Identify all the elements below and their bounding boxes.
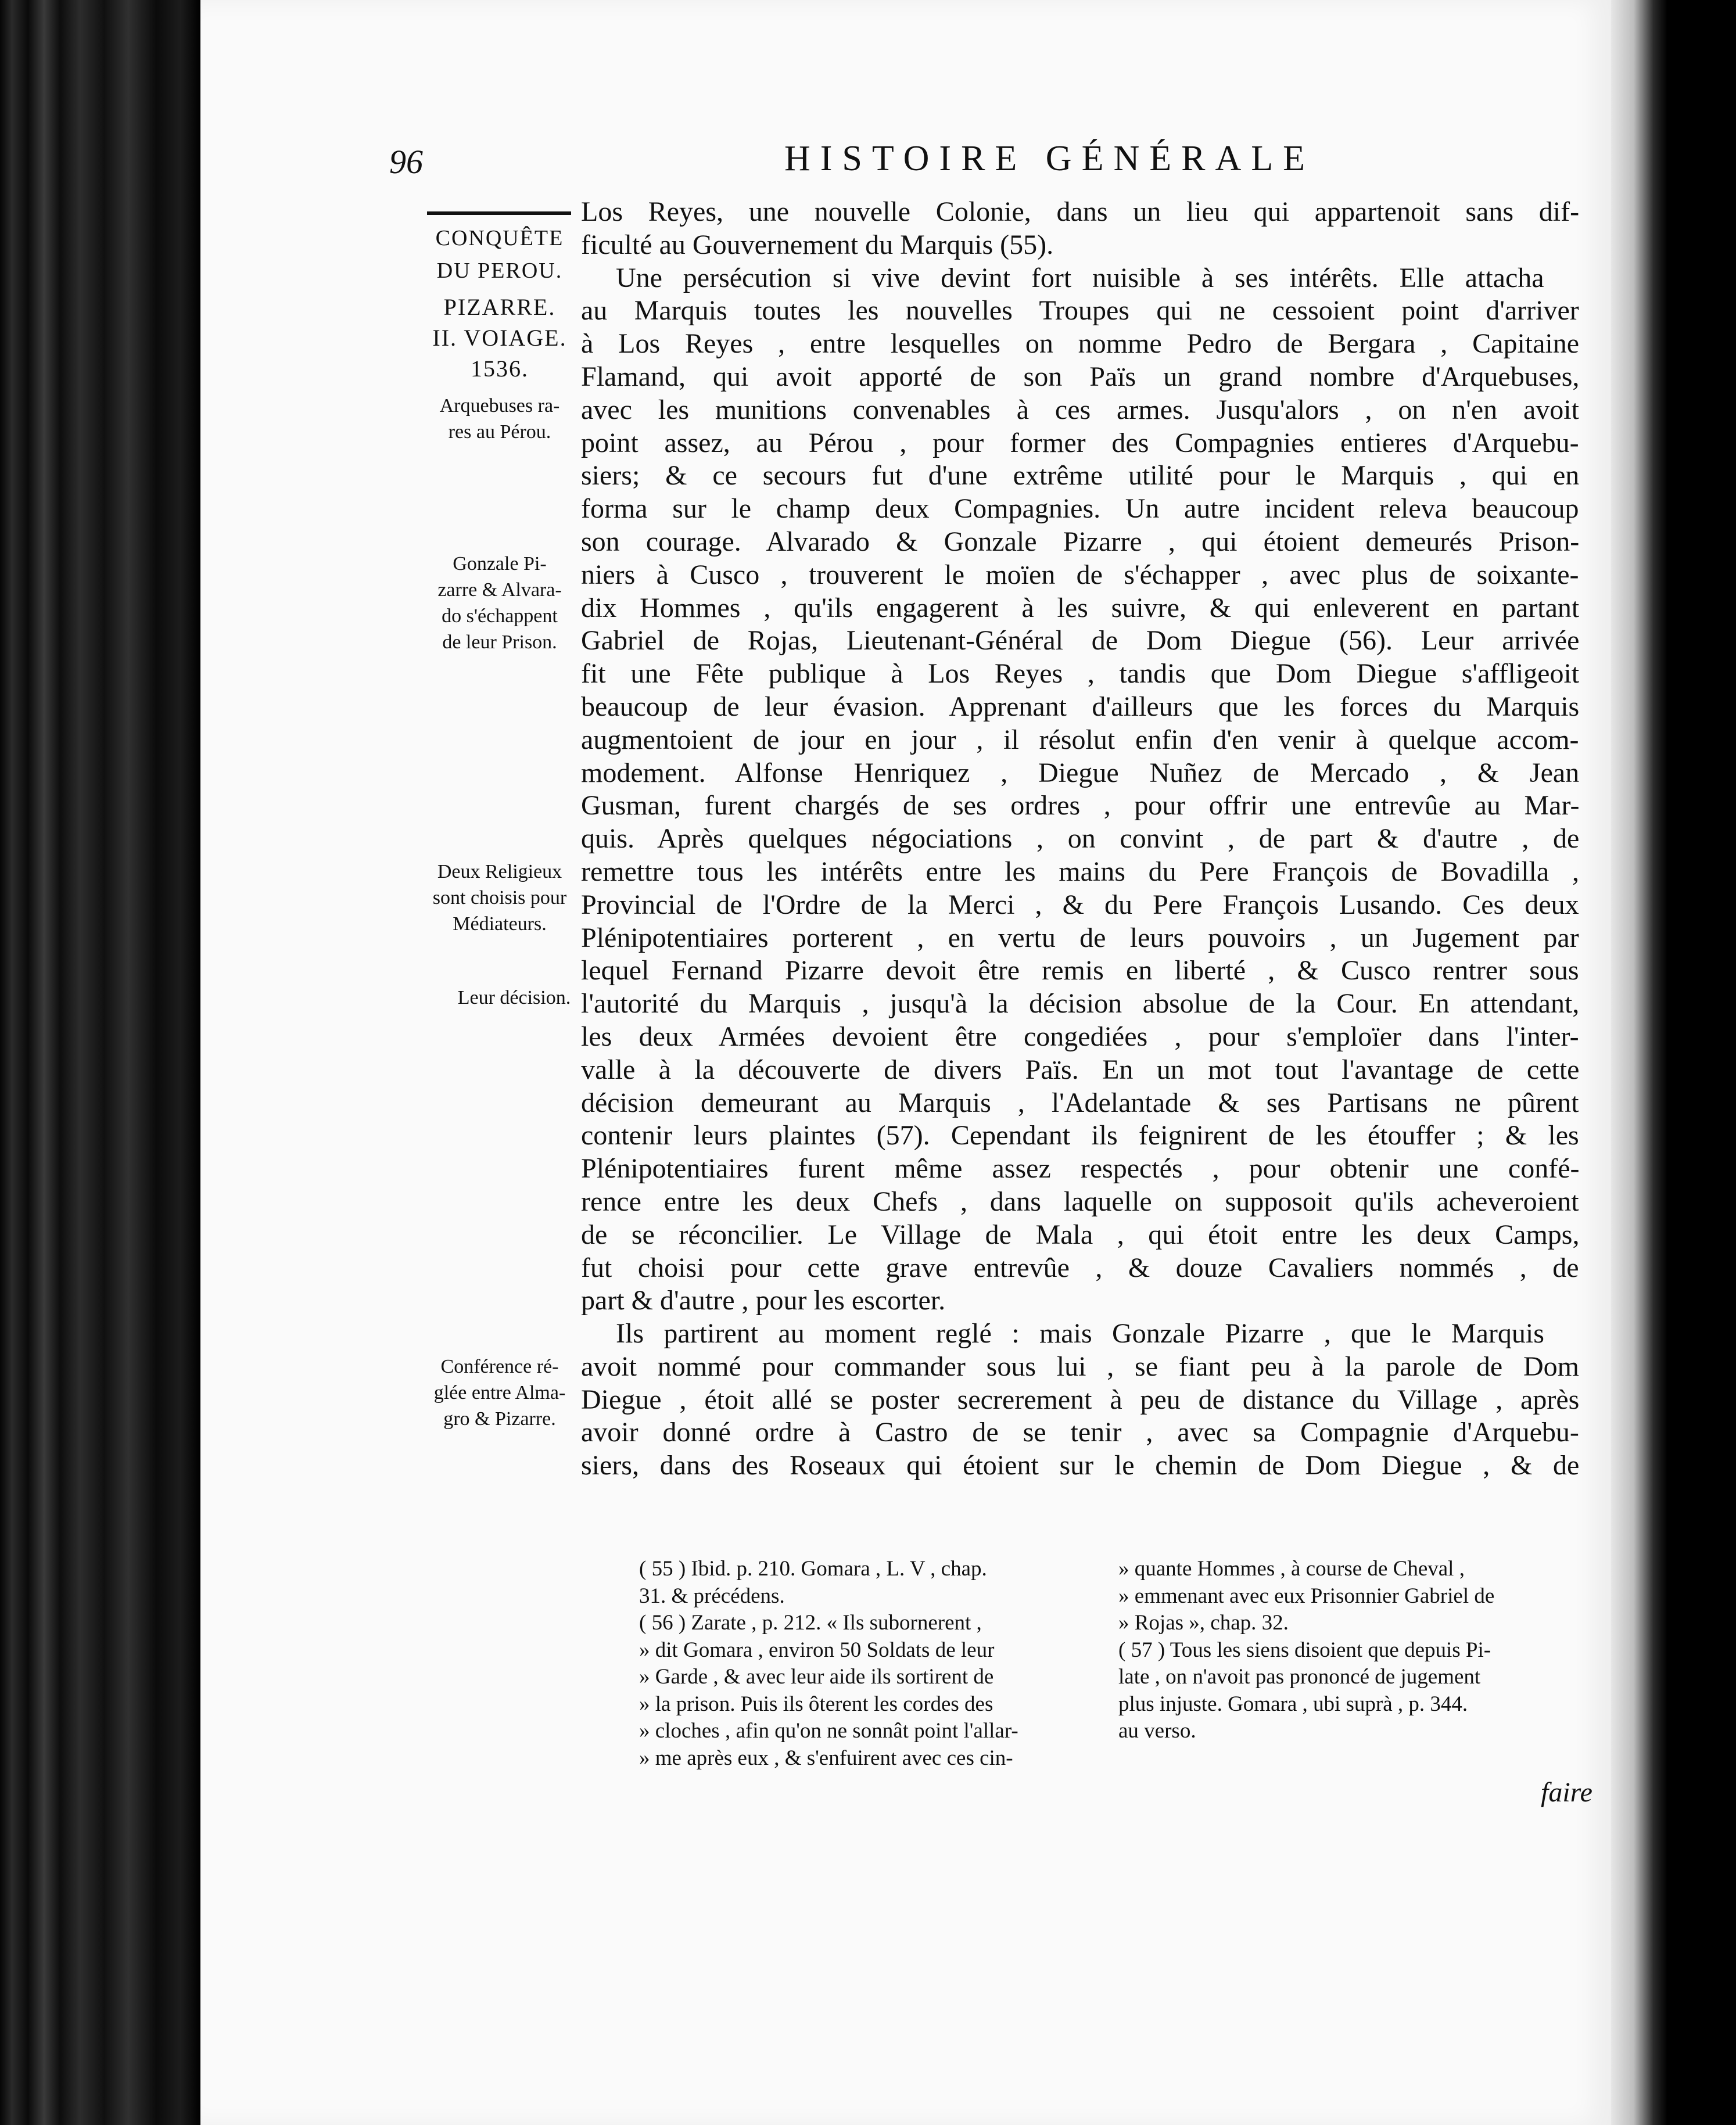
catchword: faire [1541, 1777, 1592, 1808]
body-line: avoit nommé pour commander sous lui , se fiant peu à la parole de Dom [581, 1351, 1579, 1382]
margin-note-voyage [415, 292, 584, 384]
body-line: Gusman, furent chargés de ses ordres , pour offrir une entrevûe au Mar- [581, 790, 1579, 821]
footnotes-right-column [1118, 1556, 1583, 1745]
body-line: au Marquis toutes les nouvelles Troupes qui ne cessoient point d'arriver [581, 295, 1579, 326]
footnote-line: plus injuste. Gomara , ubi suprà , p. 344. [1118, 1692, 1468, 1716]
margin-note-line: res au Pérou. [448, 421, 551, 443]
margin-note-line: do s'échappent [442, 605, 558, 627]
body-line: Provincial de l'Ordre de la Merci , & du Pere François Lusando. Ces deux [581, 889, 1579, 920]
body-line: siers, dans des Roseaux qui étoient sur le chemin de Dom Diegue , & de [581, 1450, 1579, 1481]
body-line: valle à la découverte de divers Païs. En un mot tout l'avantage de cette [581, 1054, 1579, 1085]
body-line: contenir leurs plaintes (57). Cependant ils feignirent de les étouffer ; & les [581, 1120, 1579, 1151]
body-line: Flamand, qui avoit apporté de son Païs un grand nombre d'Arquebuses, [581, 361, 1579, 392]
footnotes-left-column [639, 1556, 1104, 1772]
body-line: Los Reyes, une nouvelle Colonie, dans un lieu qui appartenoit sans dif- [581, 196, 1579, 227]
margin-note-line: zarre & Alvara- [437, 579, 562, 601]
margin-note-line: Gonzale Pi- [453, 553, 547, 575]
footnote-line: late , on n'avoit pas prononcé de jugement [1118, 1665, 1481, 1689]
body-line: Plénipotentiaires porterent , en vertu de leurs pouvoirs , un Jugement par [581, 922, 1579, 953]
body-line: Une persécution si vive devint fort nuisible à ses intérêts. Elle attacha [616, 262, 1544, 293]
margin-note-line: glée entre Alma- [433, 1382, 566, 1403]
margin-note-mediators [415, 859, 584, 937]
margin-note-line: Conférence ré- [440, 1356, 559, 1377]
footnote-line: » dit Gomara , environ 50 Soldats de leur [639, 1638, 995, 1662]
footnote-line: au verso. [1118, 1719, 1196, 1743]
body-line: Diegue , étoit allé se poster secrerement à peu de distance du Village , après [581, 1384, 1579, 1415]
footnote-line: » la prison. Puis ils ôterent les cordes des [639, 1692, 993, 1716]
body-line: ficulté au Gouvernement du Marquis (55). [581, 229, 1054, 260]
margin-note-section-title [415, 222, 584, 287]
body-line: Gabriel de Rojas, Lieutenant-Général de Dom Diegue (56). Leur arrivée [581, 625, 1579, 656]
body-line: avec les munitions convenables à ces armes. Jusqu'alors , on n'en avoit [581, 394, 1579, 425]
footnote-line: » Rojas », chap. 32. [1118, 1611, 1289, 1635]
margin-note-line: Médiateurs. [453, 913, 547, 935]
body-line: point assez, au Pérou , pour former des Compagnies entieres d'Arquebu- [581, 427, 1579, 458]
body-line: avoir donné ordre à Castro de se tenir , avec sa Compagnie d'Arquebu- [581, 1417, 1579, 1448]
footnote-line: ( 56 ) Zarate , p. 212. « Ils subornerent , [639, 1611, 982, 1635]
body-line: rence entre les deux Chefs , dans laquelle on supposoit qu'ils acheveroient [581, 1186, 1579, 1217]
body-line: fut choisi pour cette grave entrevûe , & douze Cavaliers nommés , de [581, 1252, 1579, 1283]
body-text [581, 196, 1579, 1483]
page-number: 96 [389, 143, 423, 181]
body-line: les deux Armées devoient être congediées , pour s'emploïer dans l'inter- [581, 1021, 1579, 1052]
body-line: lequel Fernand Pizarre devoit être remis en liberté , & Cusco rentrer sous [581, 955, 1579, 986]
running-title: HISTOIRE GÉNÉRALE [784, 139, 1315, 178]
footnote-line: » quante Hommes , à course de Cheval , [1118, 1557, 1465, 1581]
margin-note-line: 1536. [471, 356, 529, 382]
body-line: à Los Reyes , entre lesquelles on nomme Pedro de Bergara , Capitaine [581, 328, 1579, 360]
header-rule [427, 211, 571, 215]
body-line: forma sur le champ deux Compagnies. Un autre incident releva beaucoup [581, 493, 1579, 525]
body-line: niers à Cusco , trouverent le moïen de s'échapper , avec plus de soixante- [581, 559, 1579, 590]
body-line: l'autorité du Marquis , jusqu'à la décision absolue de la Cour. En attendant, [581, 988, 1579, 1020]
body-line: part & d'autre , pour les escorter. [581, 1285, 946, 1316]
margin-note-line: Leur décision. [457, 987, 571, 1008]
body-line: dix Hommes , qu'ils engagerent à les suivre, & qui enleverent en partant [581, 592, 1579, 623]
footnote-line: » emmenant avec eux Prisonnier Gabriel de [1118, 1584, 1495, 1608]
body-line: Ils partirent au moment reglé : mais Gonzale Pizarre , que le Marquis [616, 1318, 1544, 1349]
body-line: augmentoient de jour en jour , il résolut enfin d'en venir à quelque accom- [581, 724, 1579, 755]
body-line: de se réconcilier. Le Village de Mala , qui étoit entre les deux Camps, [581, 1219, 1579, 1250]
margin-note-line: gro & Pizarre. [443, 1408, 556, 1430]
margin-note-arquebuses [415, 393, 584, 445]
margin-note-line: Deux Religieux [437, 861, 562, 882]
margin-note-line: DU PEROU. [436, 259, 563, 283]
margin-note-line: CONQUÊTE [435, 226, 564, 250]
body-line: siers; & ce secours fut d'une extrême utilité pour le Marquis , qui en [581, 460, 1579, 491]
body-line: beaucoup de leur évasion. Apprenant d'ailleurs que les forces du Marquis [581, 691, 1579, 722]
body-line: Plénipotentiaires furent même assez respectés , pour obtenir une confé- [581, 1153, 1579, 1184]
footnote-line: 31. & précédens. [639, 1584, 785, 1608]
margin-note-line: de leur Prison. [442, 631, 557, 653]
book-binding-right [1611, 0, 1736, 2125]
footnote-line: » me après eux , & s'enfuirent avec ces cin- [639, 1746, 1013, 1770]
body-line: modement. Alfonse Henriquez , Diegue Nuñez de Mercado , & Jean [581, 757, 1579, 788]
margin-note-line: PIZARRE. [443, 294, 556, 320]
footnote-line: » Garde , & avec leur aide ils sortirent de [639, 1665, 994, 1689]
body-line: quis. Après quelques négociations , on convint , de part & d'autre , de [581, 823, 1579, 855]
body-line: remettre tous les intérêts entre les mains du Pere François de Bovadilla , [581, 856, 1579, 887]
margin-note-escape [415, 551, 584, 655]
margin-note-conference [415, 1354, 584, 1432]
margin-note-line: sont choisis pour [432, 887, 567, 909]
footnote-line: ( 57 ) Tous les siens disoient que depuis Pi- [1118, 1638, 1491, 1662]
body-line: décision demeurant au Marquis , l'Adelantade & ses Partisans ne pûrent [581, 1087, 1579, 1118]
margin-note-decision [430, 985, 598, 1011]
footnote-line: » cloches , afin qu'on ne sonnât point l'allar- [639, 1719, 1018, 1743]
margin-note-line: II. VOIAGE. [432, 325, 567, 351]
body-line: fit une Fête publique à Los Reyes , tandis que Dom Diegue s'affligeoit [581, 658, 1579, 690]
footnote-line: ( 55 ) Ibid. p. 210. Gomara , L. V , chap. [639, 1557, 987, 1581]
body-line: son courage. Alvarado & Gonzale Pizarre , qui étoient demeurés Prison- [581, 526, 1579, 557]
book-binding-left [0, 0, 200, 2125]
margin-note-line: Arquebuses ra- [439, 395, 560, 417]
